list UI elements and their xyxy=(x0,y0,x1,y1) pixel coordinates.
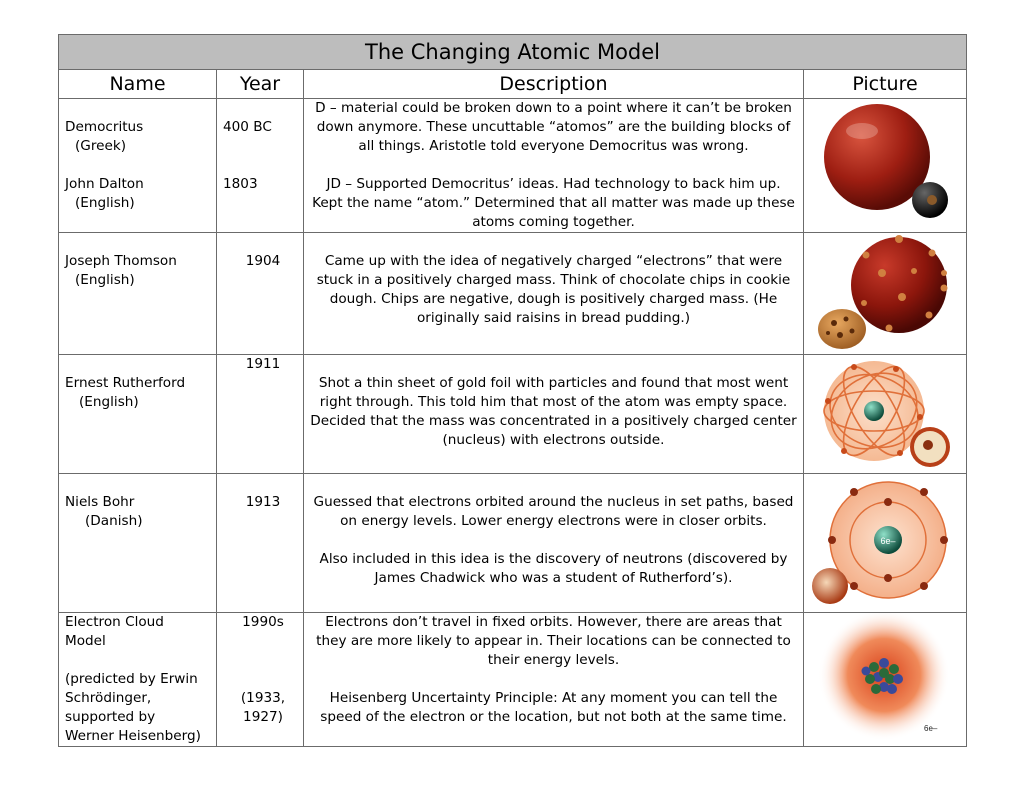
picture-cell xyxy=(804,99,967,233)
name-schrodinger: Schrödinger, xyxy=(65,690,152,706)
year-thomson: 1904 xyxy=(245,253,281,269)
name-rutherford: Ernest Rutherford xyxy=(65,375,186,391)
table-row-electron-cloud xyxy=(59,613,967,747)
year-cell xyxy=(217,613,304,747)
table-row-democritus-dalton xyxy=(59,99,967,233)
name-democritus-origin: (Greek) xyxy=(75,138,127,154)
description-cell xyxy=(304,613,804,747)
table-row-rutherford xyxy=(59,355,967,474)
description-rutherford: Shot a thin sheet of gold foil with particles and found that most went right through. This told him that most of the atom was empty space. Decided that the mass was concentrated in a positively charged center (nucleus) with electrons outside. xyxy=(310,375,797,448)
solid-sphere-model-image xyxy=(804,99,967,230)
bohr-model-label: 6e– xyxy=(880,536,896,546)
name-cell xyxy=(59,355,217,474)
description-dalton: JD – Supported Democritus’ ideas. Had technology to back him up. Kept the name “atom.” Determined that all matter was made up these atoms coming together. xyxy=(312,176,795,230)
year-schrodinger: (1933, xyxy=(240,690,286,706)
description-bohr: Guessed that electrons orbited around the nucleus in set paths, based on energy levels. Lower energy electrons were in closer orbits. xyxy=(313,494,794,529)
header-description: Description xyxy=(304,70,804,99)
name-predicted-by: (predicted by Erwin xyxy=(65,671,198,687)
description-cell xyxy=(304,355,804,474)
name-bohr-origin: (Danish) xyxy=(85,513,143,529)
atomic-model-table xyxy=(58,34,967,747)
description-cell xyxy=(304,474,804,613)
year-bohr: 1913 xyxy=(245,494,281,510)
table-row-thomson xyxy=(59,233,967,355)
description-cell xyxy=(304,99,804,233)
year-cell xyxy=(217,99,304,233)
header-name: Name xyxy=(59,70,217,99)
description-electron-cloud: Electrons don’t travel in fixed orbits. However, there are areas that they are more likely to appear in. Their locations can be connected to their energy levels. xyxy=(316,614,791,668)
picture-cell xyxy=(804,233,967,355)
year-heisenberg: 1927) xyxy=(243,709,283,725)
year-rutherford: 1911 xyxy=(245,356,281,372)
name-electron-cloud-2: Model xyxy=(65,633,106,649)
table-title: The Changing Atomic Model xyxy=(59,35,967,70)
description-cell xyxy=(304,233,804,355)
description-neutrons: Also included in this idea is the discovery of neutrons (discovered by James Chadwick who was a student of Rutherford’s). xyxy=(319,551,788,586)
description-uncertainty: Heisenberg Uncertainty Principle: At any moment you can tell the speed of the electron or the location, but not both at the same time. xyxy=(320,690,787,725)
plum-pudding-model-image xyxy=(804,233,967,354)
bohr-model-image xyxy=(804,474,967,612)
electron-cloud-label: 6e– xyxy=(924,724,938,733)
name-dalton: John Dalton xyxy=(65,176,144,192)
name-electron-cloud: Electron Cloud xyxy=(65,614,164,630)
picture-cell xyxy=(804,613,967,747)
description-thomson: Came up with the idea of negatively charged “electrons” that were stuck in a positively charged mass. Think of chocolate chips in cookie dough. Chips are negative, dough is positively charged mass. (He originally said raisins in bread pudding.) xyxy=(316,253,791,326)
name-thomson: Joseph Thomson xyxy=(65,253,177,269)
nuclear-model-image xyxy=(804,355,967,473)
name-dalton-origin: (English) xyxy=(75,195,135,211)
table-row-bohr xyxy=(59,474,967,613)
year-electron-cloud: 1990s xyxy=(242,614,284,630)
description-democritus: D – material could be broken down to a point where it can’t be broken down anymore. These uncuttable “atomos” are the building blocks of all things. Aristotle told everyone Democritus was wrong. xyxy=(315,100,792,154)
name-supported-by: supported by xyxy=(65,709,156,725)
name-rutherford-origin: (English) xyxy=(79,394,139,410)
year-democritus: 400 BC xyxy=(223,119,272,135)
name-cell xyxy=(59,474,217,613)
electron-cloud-model-image xyxy=(804,613,967,745)
name-democritus: Democritus xyxy=(65,119,144,135)
name-thomson-origin: (English) xyxy=(75,272,135,288)
year-cell xyxy=(217,474,304,613)
name-heisenberg: Werner Heisenberg) xyxy=(65,728,201,744)
header-picture: Picture xyxy=(804,70,967,99)
picture-cell xyxy=(804,355,967,474)
name-cell xyxy=(59,99,217,233)
name-bohr: Niels Bohr xyxy=(65,494,135,510)
year-dalton: 1803 xyxy=(223,176,258,192)
year-cell xyxy=(217,233,304,355)
name-cell xyxy=(59,613,217,747)
header-year: Year xyxy=(217,70,304,99)
year-cell xyxy=(217,355,304,474)
picture-cell xyxy=(804,474,967,613)
name-cell xyxy=(59,233,217,355)
